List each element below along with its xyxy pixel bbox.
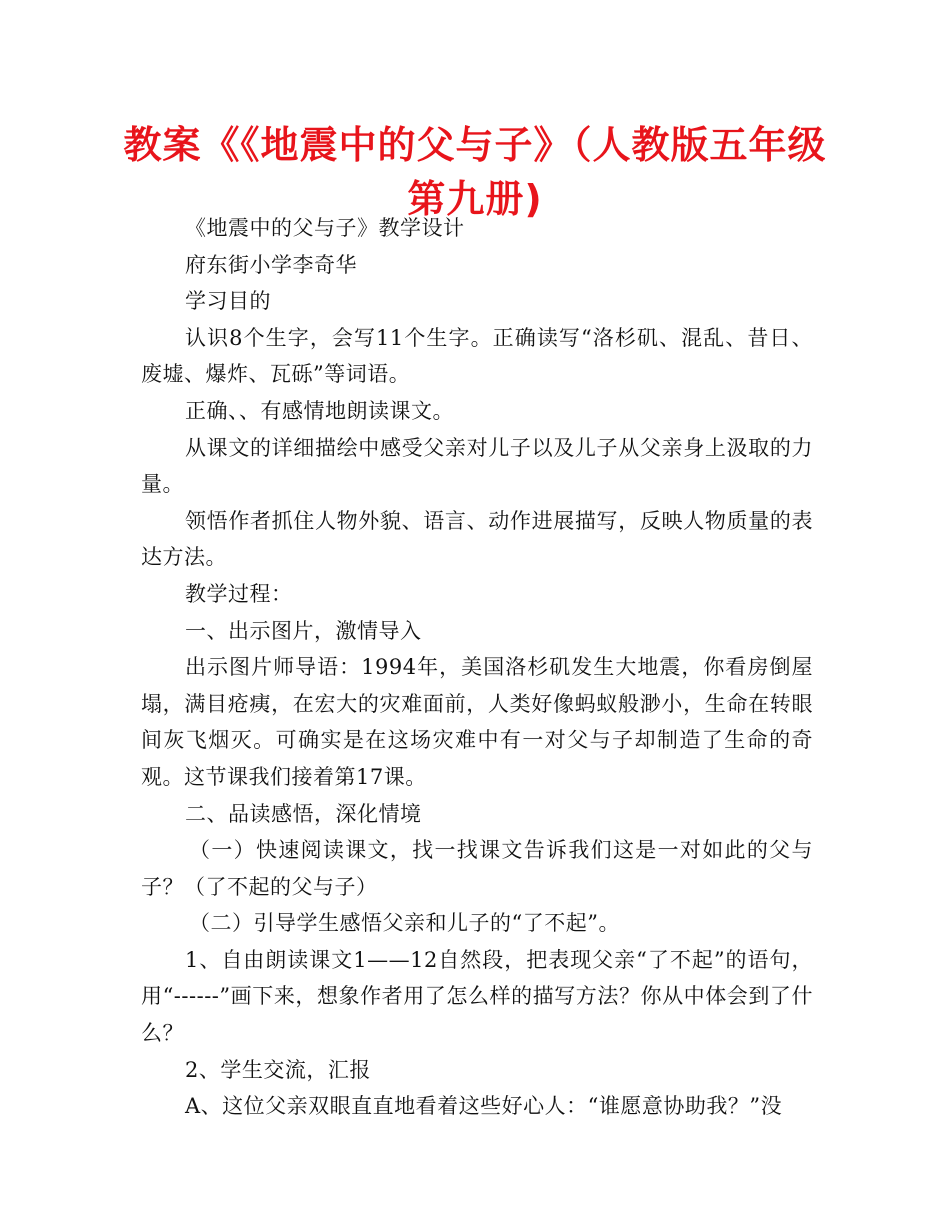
paragraph-author: 府东街小学李奇华: [185, 252, 357, 277]
paragraph-goal-3: 从课文的详细描绘中感受父亲对儿子以及儿子从父亲身上汲取的力量。: [141, 435, 813, 497]
paragraph-heading-goals: 学习目的: [185, 289, 271, 314]
paragraph-section-2: 二、品读感悟，深化情境: [185, 801, 422, 826]
title-line-1: 教案《《地震中的父与子》（人教版五年级: [123, 123, 827, 167]
paragraph-step-2: 2、学生交流，汇报: [185, 1057, 371, 1082]
paragraph-goal-1: 认识8个生字，会写11个生字。正确读写“洛杉矶、混乱、昔日、废墟、爆炸、瓦砾”等词语。: [141, 325, 813, 387]
paragraph-subsection-1: （一）快速阅读课文，找一找课文告诉我们这是一对如此的父与子？（了不起的父与子）: [141, 838, 813, 899]
paragraph-subsection-2: （二）引导学生感悟父亲和儿子的“了不起”。: [189, 911, 620, 936]
paragraph-section-1: 一、出示图片，激情导入: [185, 618, 422, 643]
title-line-2: 第九册): [407, 177, 543, 221]
paragraph-step-1: 1、自由朗读课文1——12自然段，把表现父亲“了不起”的语句，用“------”画下来，想象作者用了怎么样的描写方法？你从中体会到了什么？: [141, 947, 813, 1046]
document-body: [141, 210, 813, 1125]
paragraph-step-a: A、这位父亲双眼直直地看着这些好心人：“谁愿意协助我？”没: [185, 1094, 783, 1119]
paragraph-goal-4: 领悟作者抓住人物外貌、语言、动作进展描写，反映人物质量的表达方法。: [141, 508, 813, 570]
paragraph-subtitle: 《地震中的父与子》教学设计: [185, 216, 465, 240]
paragraph-intro: 出示图片师导语：1994年，美国洛杉矶发生大地震，你看房倒屋塌，满目疮痍，在宏大的灾难面前，人类好像蚂蚁般渺小，生命在转眼间灰飞烟灭。可确实是在这场灾难中有一对父与子却制造了生命的奇观。这节课我们接着第17课。: [141, 655, 813, 789]
paragraph-heading-process: 教学过程：: [185, 581, 293, 606]
paragraph-goal-2: 正确、、有感情地朗读课文。: [185, 398, 454, 423]
